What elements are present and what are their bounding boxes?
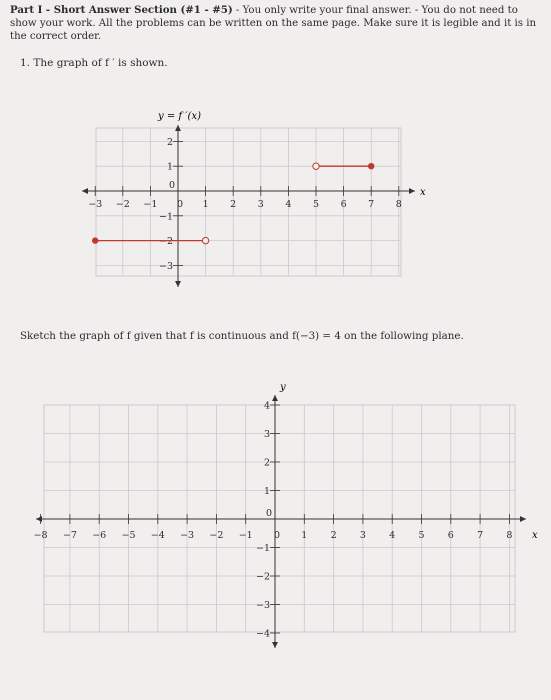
x-axis-arrow-right	[409, 188, 415, 194]
graph2-x-ticks	[34, 514, 513, 541]
segment-end-open-point	[202, 237, 208, 243]
y-tick-label: 1	[263, 486, 270, 497]
y-tick-label: −3	[255, 600, 270, 611]
x-axis-arrow-left	[36, 516, 42, 522]
y-tick-label: 2	[166, 136, 173, 148]
y-tick-label: −1	[158, 211, 173, 223]
graph1-grid	[96, 128, 401, 276]
sketch-prompt: Sketch the graph of f given that f is continuous and f(−3) = 4 on the following plane.	[20, 330, 464, 342]
x-tick-label: 8	[395, 199, 402, 210]
section-title: Part I - Short Answer Section (#1 - #5)	[10, 4, 233, 16]
problem-text: The graph of f ′ is shown.	[33, 57, 168, 69]
y-tick-label: −2	[158, 236, 173, 248]
x-tick-label: 5	[312, 199, 320, 210]
y-tick-label: −4	[255, 628, 270, 640]
x-tick-label: −8	[33, 530, 48, 541]
graph1-x-axis-label: x	[420, 187, 426, 198]
x-tick-label: −6	[92, 530, 107, 541]
x-tick-label: 7	[368, 199, 375, 210]
graph2-y-ticks	[256, 401, 280, 640]
y-tick-label: −3	[158, 260, 173, 272]
x-tick-label: 6	[340, 199, 347, 210]
y-axis-arrow-up	[272, 395, 278, 401]
x-tick-label: −4	[150, 530, 165, 541]
graph1-x-ticks	[88, 186, 402, 210]
segment-start-open-point	[313, 163, 319, 169]
y-axis-arrow-down	[272, 642, 278, 648]
problem-number: 1.	[20, 57, 31, 69]
grid-border	[96, 128, 401, 276]
problem-1	[20, 57, 168, 69]
x-tick-label: 4	[389, 530, 396, 541]
x-tick-label: −1	[238, 530, 253, 541]
y-tick-label: 3	[263, 429, 270, 440]
x-tick-label: −3	[180, 530, 195, 541]
section-instructions-a: -	[232, 5, 243, 16]
sketch-plane[interactable]	[0, 375, 551, 695]
x-tick-label: 3	[257, 199, 264, 210]
x-tick-label: 4	[285, 199, 292, 210]
x-tick-label: −3	[88, 199, 103, 210]
y-tick-label: −2	[255, 571, 270, 583]
section-header	[10, 4, 540, 43]
x-axis-arrow-right	[520, 516, 526, 522]
y-tick-label: 1	[166, 161, 173, 173]
x-tick-label: −7	[62, 530, 77, 541]
derivative-graph	[0, 100, 551, 400]
section-instructions-b: You only write your final answer.	[242, 5, 412, 16]
x-tick-label: −1	[143, 199, 158, 210]
graph2-axes	[33, 395, 526, 648]
graph1-y-axis-label: y = f ′(x)	[158, 111, 201, 122]
x-tick-label: 2	[230, 199, 237, 210]
x-tick-label: 6	[447, 530, 454, 541]
x-tick-label: 5	[418, 530, 425, 541]
x-tick-label: −5	[121, 530, 136, 541]
segment-end-closed-point	[368, 163, 374, 169]
segment-start-closed-point	[92, 237, 98, 243]
graph1-axes	[82, 125, 415, 287]
x-tick-label: 1	[301, 530, 308, 541]
x-tick-label: −2	[115, 199, 130, 210]
y-tick-label-zero: 0	[168, 180, 175, 191]
x-axis-arrow-left	[82, 188, 88, 194]
x-tick-label: 1	[202, 199, 209, 210]
y-tick-label-zero: 0	[265, 508, 272, 519]
x-tick-label: 0	[273, 530, 281, 541]
x-tick-label: 8	[506, 530, 513, 541]
y-tick-label: 2	[263, 457, 270, 469]
x-tick-label: 7	[477, 530, 484, 541]
x-tick-label: 0	[176, 199, 184, 210]
graph2-y-axis-label: y	[280, 382, 286, 393]
y-axis-arrow-down	[175, 281, 181, 287]
graph2-x-axis-label: x	[532, 530, 538, 541]
x-tick-label: 2	[330, 530, 337, 541]
y-tick-label: 4	[263, 400, 270, 412]
x-tick-label: −2	[209, 530, 224, 541]
x-tick-label: 3	[359, 530, 366, 541]
y-tick-label: −1	[255, 543, 270, 554]
section-instructions-c: - You do not need to show your work. All the problems can be written on the same page. Make sure it is legible and it is in the correct order.	[10, 5, 537, 42]
